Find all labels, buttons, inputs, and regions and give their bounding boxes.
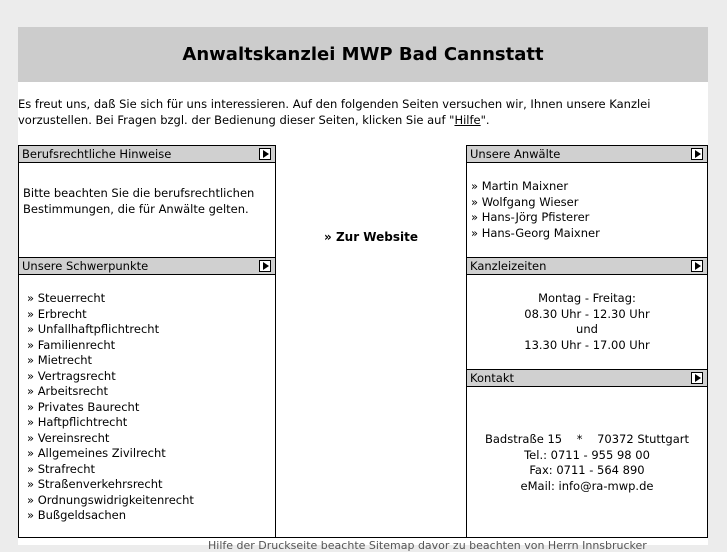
list-item[interactable]: » Vereinsrecht (27, 430, 110, 445)
list-item[interactable]: » Familienrecht (27, 337, 116, 352)
kontakt-body (467, 387, 707, 494)
expand-arrow-icon[interactable] (691, 148, 703, 160)
kontakt-box (466, 369, 708, 538)
list-item[interactable]: » Unfallhaftpflichtrecht (27, 322, 160, 336)
intro-text-after: ". (480, 113, 490, 127)
page-title: Anwaltskanzlei MWP Bad Cannstatt (18, 27, 708, 82)
intro-text (18, 96, 708, 128)
footer-text: Hilfe der Druckseite beachte Sitemap davor zu beachten von Herrn Innsbrucker (208, 539, 647, 552)
list-item[interactable]: » Ordnungswidrigkeitenrecht (27, 492, 194, 507)
list-item[interactable]: » Straßenverkehrsrecht (27, 477, 163, 491)
list-item[interactable]: » Privates Baurecht (27, 399, 140, 414)
zeiten-body (467, 275, 707, 353)
hinweise-header[interactable] (19, 146, 275, 163)
list-item[interactable]: » Mietrecht (27, 353, 93, 367)
zeiten-line: 08.30 Uhr - 12.30 Uhr (524, 306, 650, 321)
anwaelte-title: Unsere Anwälte (470, 147, 561, 161)
anwaelte-header[interactable] (467, 146, 707, 163)
list-item[interactable]: » Strafrecht (27, 461, 95, 476)
list-item[interactable]: » Bußgeldsachen (27, 508, 126, 522)
schwerpunkte-list (19, 275, 275, 524)
intro-text-before: Es freut uns, daß Sie sich für uns interessieren. Auf den folgenden Seiten versuchen wir, Ihnen unsere Kanzlei vorzustellen. Bei Fragen bzgl. der Bedienung dieser Seiten, klicken Sie auf " (18, 97, 651, 127)
schwerpunkte-header[interactable] (19, 258, 275, 275)
hinweise-box (18, 145, 276, 258)
list-item[interactable]: » Hans-Georg Maixner (471, 225, 600, 240)
list-item[interactable]: » Steuerrecht (27, 291, 106, 305)
anwaelte-box (466, 145, 708, 258)
kontakt-email[interactable]: eMail: info@ra-mwp.de (520, 478, 654, 493)
hinweise-title: Berufsrechtliche Hinweise (22, 147, 172, 161)
expand-arrow-icon[interactable] (691, 372, 703, 384)
list-item[interactable]: » Hans-Jörg Pfisterer (471, 210, 590, 224)
expand-arrow-icon[interactable] (691, 260, 703, 272)
help-link[interactable]: Hilfe (454, 113, 481, 127)
expand-arrow-icon[interactable] (259, 260, 271, 272)
website-link[interactable]: » Zur Website (324, 230, 418, 244)
zeiten-line: 13.30 Uhr - 17.00 Uhr (524, 337, 650, 352)
zeiten-line: Montag - Freitag: (538, 291, 636, 305)
zeiten-title: Kanzleizeiten (470, 259, 547, 273)
list-item[interactable]: » Martin Maixner (471, 179, 569, 193)
page (18, 27, 708, 552)
zeiten-box (466, 257, 708, 370)
hinweise-body: Bitte beachten Sie die berufsrechtlichen Bestimmungen, die für Anwälte gelten. (23, 186, 255, 216)
zeiten-header[interactable] (467, 258, 707, 275)
zeiten-line: und (576, 322, 598, 336)
kontakt-header[interactable] (467, 370, 707, 387)
divider (18, 537, 708, 538)
kontakt-address: Badstraße 15 * 70372 Stuttgart (484, 432, 690, 446)
kontakt-title: Kontakt (470, 371, 515, 385)
kontakt-phone: Tel.: 0711 - 955 98 00 (524, 447, 650, 462)
list-item[interactable]: » Haftpflichtrecht (27, 415, 128, 429)
expand-arrow-icon[interactable] (259, 148, 271, 160)
list-item[interactable]: » Arbeitsrecht (27, 384, 109, 398)
list-item[interactable]: » Vertragsrecht (27, 368, 116, 383)
list-item[interactable]: » Erbrecht (27, 306, 87, 321)
anwaelte-list (467, 163, 707, 241)
schwerpunkte-title: Unsere Schwerpunkte (22, 259, 149, 273)
schwerpunkte-box (18, 257, 276, 538)
list-item[interactable]: » Wolfgang Wieser (471, 194, 579, 209)
list-item[interactable]: » Allgemeines Zivilrecht (27, 446, 166, 460)
kontakt-fax: Fax: 0711 - 564 890 (529, 463, 645, 477)
